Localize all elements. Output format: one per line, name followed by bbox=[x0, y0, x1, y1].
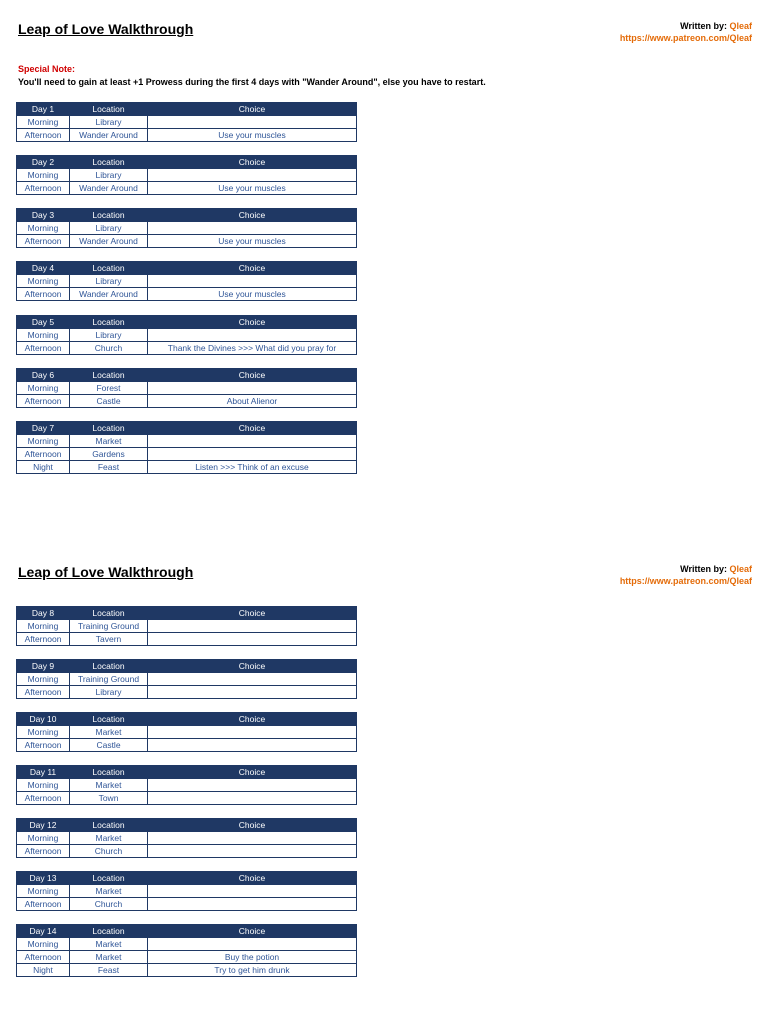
choice-header: Choice bbox=[148, 369, 357, 382]
day-table bbox=[16, 659, 357, 699]
table-row bbox=[17, 275, 357, 288]
location-cell: Market bbox=[70, 951, 148, 964]
location-header: Location bbox=[70, 422, 148, 435]
table-row bbox=[17, 686, 357, 699]
location-header: Location bbox=[70, 607, 148, 620]
written-by-label: Written by: bbox=[680, 21, 727, 31]
choice-cell bbox=[148, 633, 357, 646]
choice-cell: Use your muscles bbox=[148, 235, 357, 248]
choice-cell bbox=[148, 686, 357, 699]
choice-cell bbox=[148, 222, 357, 235]
table-row bbox=[17, 182, 357, 195]
table-row bbox=[17, 832, 357, 845]
time-cell: Morning bbox=[17, 832, 70, 845]
day-table-header bbox=[17, 607, 357, 620]
time-cell: Afternoon bbox=[17, 633, 70, 646]
day-table bbox=[16, 208, 357, 248]
time-cell: Morning bbox=[17, 938, 70, 951]
time-cell: Morning bbox=[17, 620, 70, 633]
day-table bbox=[16, 421, 357, 474]
time-cell: Afternoon bbox=[17, 129, 70, 142]
day-label: Day 11 bbox=[17, 766, 70, 779]
location-cell: Market bbox=[70, 885, 148, 898]
author-name: Qleaf bbox=[729, 564, 752, 574]
day-label: Day 12 bbox=[17, 819, 70, 832]
location-cell: Market bbox=[70, 832, 148, 845]
location-cell: Gardens bbox=[70, 448, 148, 461]
day-table-header bbox=[17, 262, 357, 275]
choice-cell bbox=[148, 329, 357, 342]
choice-header: Choice bbox=[148, 607, 357, 620]
choice-cell: Listen >>> Think of an excuse bbox=[148, 461, 357, 474]
time-cell: Afternoon bbox=[17, 448, 70, 461]
day-table bbox=[16, 606, 357, 646]
table-row bbox=[17, 633, 357, 646]
choice-cell bbox=[148, 739, 357, 752]
time-cell: Afternoon bbox=[17, 342, 70, 355]
location-cell: Library bbox=[70, 275, 148, 288]
table-row bbox=[17, 792, 357, 805]
choice-header: Choice bbox=[148, 209, 357, 222]
day-table bbox=[16, 765, 357, 805]
day-label: Day 1 bbox=[17, 103, 70, 116]
day-table bbox=[16, 712, 357, 752]
time-cell: Morning bbox=[17, 726, 70, 739]
day-label: Day 2 bbox=[17, 156, 70, 169]
table-row bbox=[17, 739, 357, 752]
time-cell: Afternoon bbox=[17, 686, 70, 699]
choice-cell bbox=[148, 116, 357, 129]
location-cell: Church bbox=[70, 845, 148, 858]
time-cell: Morning bbox=[17, 116, 70, 129]
table-row bbox=[17, 342, 357, 355]
location-header: Location bbox=[70, 925, 148, 938]
choice-cell bbox=[148, 832, 357, 845]
choice-cell bbox=[148, 885, 357, 898]
day-label: Day 3 bbox=[17, 209, 70, 222]
time-cell: Afternoon bbox=[17, 182, 70, 195]
table-row bbox=[17, 845, 357, 858]
table-row bbox=[17, 235, 357, 248]
day-table bbox=[16, 368, 357, 408]
location-cell: Castle bbox=[70, 739, 148, 752]
choice-cell: Use your muscles bbox=[148, 129, 357, 142]
day-table bbox=[16, 818, 357, 858]
time-cell: Afternoon bbox=[17, 235, 70, 248]
location-cell: Market bbox=[70, 938, 148, 951]
table-row bbox=[17, 288, 357, 301]
day-table bbox=[16, 102, 357, 142]
time-cell: Morning bbox=[17, 779, 70, 792]
location-header: Location bbox=[70, 209, 148, 222]
day-table-header bbox=[17, 369, 357, 382]
table-row bbox=[17, 620, 357, 633]
choice-cell bbox=[148, 435, 357, 448]
day-label: Day 8 bbox=[17, 607, 70, 620]
day-table-header bbox=[17, 925, 357, 938]
location-cell: Library bbox=[70, 686, 148, 699]
location-cell: Church bbox=[70, 342, 148, 355]
day-label: Day 5 bbox=[17, 316, 70, 329]
choice-cell: Try to get him drunk bbox=[148, 964, 357, 977]
location-cell: Tavern bbox=[70, 633, 148, 646]
location-cell: Library bbox=[70, 222, 148, 235]
table-row bbox=[17, 435, 357, 448]
location-cell: Training Ground bbox=[70, 673, 148, 686]
table-row bbox=[17, 951, 357, 964]
table-row bbox=[17, 898, 357, 911]
page-title: Leap of Love Walkthrough bbox=[18, 21, 194, 37]
location-header: Location bbox=[70, 316, 148, 329]
time-cell: Morning bbox=[17, 222, 70, 235]
choice-cell bbox=[148, 169, 357, 182]
day-label: Day 6 bbox=[17, 369, 70, 382]
choice-header: Choice bbox=[148, 103, 357, 116]
location-cell: Wander Around bbox=[70, 235, 148, 248]
time-cell: Morning bbox=[17, 275, 70, 288]
location-header: Location bbox=[70, 660, 148, 673]
day-table bbox=[16, 315, 357, 355]
choice-header: Choice bbox=[148, 872, 357, 885]
author-credit bbox=[620, 20, 752, 44]
choice-header: Choice bbox=[148, 925, 357, 938]
day-label: Day 10 bbox=[17, 713, 70, 726]
author-name: Qleaf bbox=[729, 21, 752, 31]
time-cell: Morning bbox=[17, 169, 70, 182]
choice-cell bbox=[148, 938, 357, 951]
location-cell: Castle bbox=[70, 395, 148, 408]
location-cell: Forest bbox=[70, 382, 148, 395]
choice-cell: About Alienor bbox=[148, 395, 357, 408]
special-note bbox=[18, 63, 486, 89]
author-credit-2 bbox=[620, 563, 752, 587]
location-header: Location bbox=[70, 872, 148, 885]
table-row bbox=[17, 169, 357, 182]
time-cell: Afternoon bbox=[17, 845, 70, 858]
table-row bbox=[17, 116, 357, 129]
table-row bbox=[17, 964, 357, 977]
location-header: Location bbox=[70, 156, 148, 169]
day-table-header bbox=[17, 872, 357, 885]
choice-cell bbox=[148, 845, 357, 858]
location-cell: Training Ground bbox=[70, 620, 148, 633]
choice-cell: Use your muscles bbox=[148, 288, 357, 301]
choice-cell bbox=[148, 382, 357, 395]
choice-header: Choice bbox=[148, 422, 357, 435]
day-table-header bbox=[17, 209, 357, 222]
time-cell: Afternoon bbox=[17, 395, 70, 408]
table-row bbox=[17, 938, 357, 951]
patreon-link[interactable]: https://www.patreon.com/Qleaf bbox=[619, 33, 752, 43]
time-cell: Afternoon bbox=[17, 898, 70, 911]
choice-cell bbox=[148, 898, 357, 911]
location-cell: Market bbox=[70, 435, 148, 448]
day-table-header bbox=[17, 766, 357, 779]
choice-cell bbox=[148, 779, 357, 792]
time-cell: Morning bbox=[17, 885, 70, 898]
choice-cell bbox=[148, 792, 357, 805]
day-label: Day 9 bbox=[17, 660, 70, 673]
day-table-header bbox=[17, 713, 357, 726]
location-cell: Feast bbox=[70, 461, 148, 474]
choice-header: Choice bbox=[148, 766, 357, 779]
choice-cell bbox=[148, 448, 357, 461]
choice-header: Choice bbox=[148, 156, 357, 169]
day-table bbox=[16, 261, 357, 301]
day-table-header bbox=[17, 103, 357, 116]
table-row bbox=[17, 779, 357, 792]
location-cell: Market bbox=[70, 726, 148, 739]
day-table bbox=[16, 924, 357, 977]
location-header: Location bbox=[70, 103, 148, 116]
location-cell: Wander Around bbox=[70, 288, 148, 301]
table-row bbox=[17, 885, 357, 898]
special-note-text: You'll need to gain at least +1 Prowess during the first 4 days with "Wander Around", else you have to restart. bbox=[18, 77, 486, 87]
location-cell: Feast bbox=[70, 964, 148, 977]
day-label: Day 14 bbox=[17, 925, 70, 938]
location-cell: Church bbox=[70, 898, 148, 911]
table-row bbox=[17, 129, 357, 142]
day-table bbox=[16, 871, 357, 911]
table-row bbox=[17, 448, 357, 461]
day-label: Day 13 bbox=[17, 872, 70, 885]
choice-header: Choice bbox=[148, 713, 357, 726]
location-cell: Wander Around bbox=[70, 129, 148, 142]
day-table bbox=[16, 155, 357, 195]
choice-header: Choice bbox=[148, 660, 357, 673]
choice-cell bbox=[148, 620, 357, 633]
location-cell: Library bbox=[70, 116, 148, 129]
location-cell: Library bbox=[70, 169, 148, 182]
choice-cell: Use your muscles bbox=[148, 182, 357, 195]
choice-header: Choice bbox=[148, 819, 357, 832]
table-row bbox=[17, 382, 357, 395]
choice-cell: Buy the potion bbox=[148, 951, 357, 964]
written-by-label: Written by: bbox=[680, 564, 727, 574]
location-header: Location bbox=[70, 766, 148, 779]
table-row bbox=[17, 329, 357, 342]
choice-cell bbox=[148, 275, 357, 288]
location-cell: Market bbox=[70, 779, 148, 792]
day-table-header bbox=[17, 819, 357, 832]
day-table-header bbox=[17, 316, 357, 329]
location-header: Location bbox=[70, 713, 148, 726]
location-header: Location bbox=[70, 369, 148, 382]
choice-header: Choice bbox=[148, 316, 357, 329]
choice-cell: Thank the Divines >>> What did you pray for bbox=[148, 342, 357, 355]
location-header: Location bbox=[70, 262, 148, 275]
patreon-link[interactable]: https://www.patreon.com/Qleaf bbox=[619, 576, 752, 586]
time-cell: Morning bbox=[17, 329, 70, 342]
time-cell: Afternoon bbox=[17, 792, 70, 805]
time-cell: Morning bbox=[17, 435, 70, 448]
time-cell: Afternoon bbox=[17, 739, 70, 752]
time-cell: Night bbox=[17, 461, 70, 474]
day-table-header bbox=[17, 156, 357, 169]
time-cell: Night bbox=[17, 964, 70, 977]
choice-header: Choice bbox=[148, 262, 357, 275]
table-row bbox=[17, 726, 357, 739]
special-note-title: Special Note: bbox=[18, 64, 76, 74]
day-table-header bbox=[17, 660, 357, 673]
table-row bbox=[17, 395, 357, 408]
day-label: Day 4 bbox=[17, 262, 70, 275]
table-row bbox=[17, 461, 357, 474]
page-title-2: Leap of Love Walkthrough bbox=[18, 564, 194, 580]
time-cell: Afternoon bbox=[17, 951, 70, 964]
choice-cell bbox=[148, 673, 357, 686]
location-cell: Town bbox=[70, 792, 148, 805]
time-cell: Morning bbox=[17, 673, 70, 686]
table-row bbox=[17, 222, 357, 235]
location-cell: Library bbox=[70, 329, 148, 342]
location-cell: Wander Around bbox=[70, 182, 148, 195]
time-cell: Morning bbox=[17, 382, 70, 395]
time-cell: Afternoon bbox=[17, 288, 70, 301]
choice-cell bbox=[148, 726, 357, 739]
day-table-header bbox=[17, 422, 357, 435]
day-label: Day 7 bbox=[17, 422, 70, 435]
table-row bbox=[17, 673, 357, 686]
location-header: Location bbox=[70, 819, 148, 832]
